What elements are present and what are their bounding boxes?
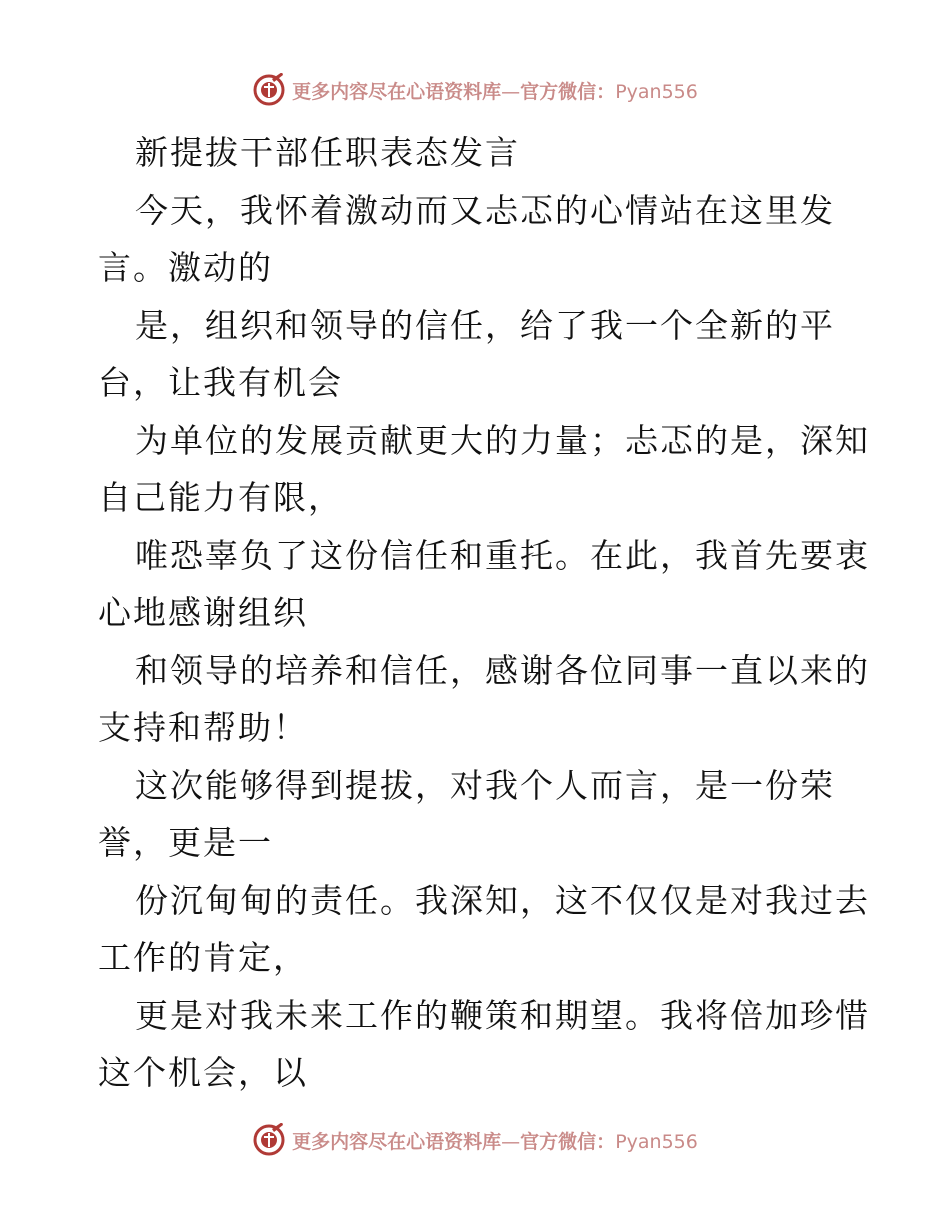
paragraph-line: 言。激动的 — [98, 248, 273, 287]
header-banner-id: Pyan556 — [615, 80, 698, 103]
seal-logo-icon — [252, 73, 286, 107]
header-banner-wechat: 官方微信： — [520, 80, 616, 103]
paragraph-line: 更是对我未来工作的鞭策和期望。我将倍加珍惜 — [135, 995, 870, 1035]
paragraph-line: 份沉甸甸的责任。我深知，这不仅仅是对我过去 — [135, 880, 870, 920]
paragraph-line: 是，组织和领导的信任，给了我一个全新的平 — [135, 305, 835, 345]
paragraph-line: 唯恐辜负了这份信任和重托。在此，我首先要衷 — [135, 535, 870, 575]
paragraph-line: 为单位的发展贡献更大的力量；忐忑的是，深知 — [135, 420, 870, 460]
header-banner-main: 更多内容尽在心语资料库 — [292, 80, 502, 103]
paragraph-line: 和领导的培养和信任，感谢各位同事一直以来的 — [135, 650, 870, 690]
footer-banner-main: 更多内容尽在心语资料库 — [292, 1130, 502, 1153]
footer-banner-wechat: 官方微信： — [520, 1130, 616, 1153]
header-banner-text — [292, 77, 698, 104]
paragraph-line: 自己能力有限， — [98, 478, 343, 517]
paragraph-line: 支持和帮助！ — [98, 708, 308, 747]
header-banner-separator: — — [501, 80, 521, 103]
paragraph-line: 这次能够得到提拔，对我个人而言，是一份荣 — [135, 765, 835, 805]
footer-banner — [0, 1120, 950, 1160]
paragraph-line: 心地感谢组织 — [98, 593, 308, 632]
paragraph-line: 誉，更是一 — [98, 823, 273, 862]
paragraph-line: 台，让我有机会 — [98, 363, 343, 402]
paragraph-line: 今天，我怀着激动而又忐忑的心情站在这里发 — [135, 190, 835, 230]
footer-banner-id: Pyan556 — [615, 1130, 698, 1153]
paragraph-line: 这个机会，以 — [98, 1053, 308, 1092]
footer-banner-separator: — — [501, 1130, 521, 1153]
header-banner — [0, 70, 950, 110]
footer-banner-text — [292, 1127, 698, 1154]
document-body — [98, 124, 870, 1102]
seal-logo-icon — [252, 1123, 286, 1157]
document-title: 新提拔干部任职表态发言 — [135, 133, 520, 172]
paragraph-line: 工作的肯定， — [98, 938, 308, 977]
